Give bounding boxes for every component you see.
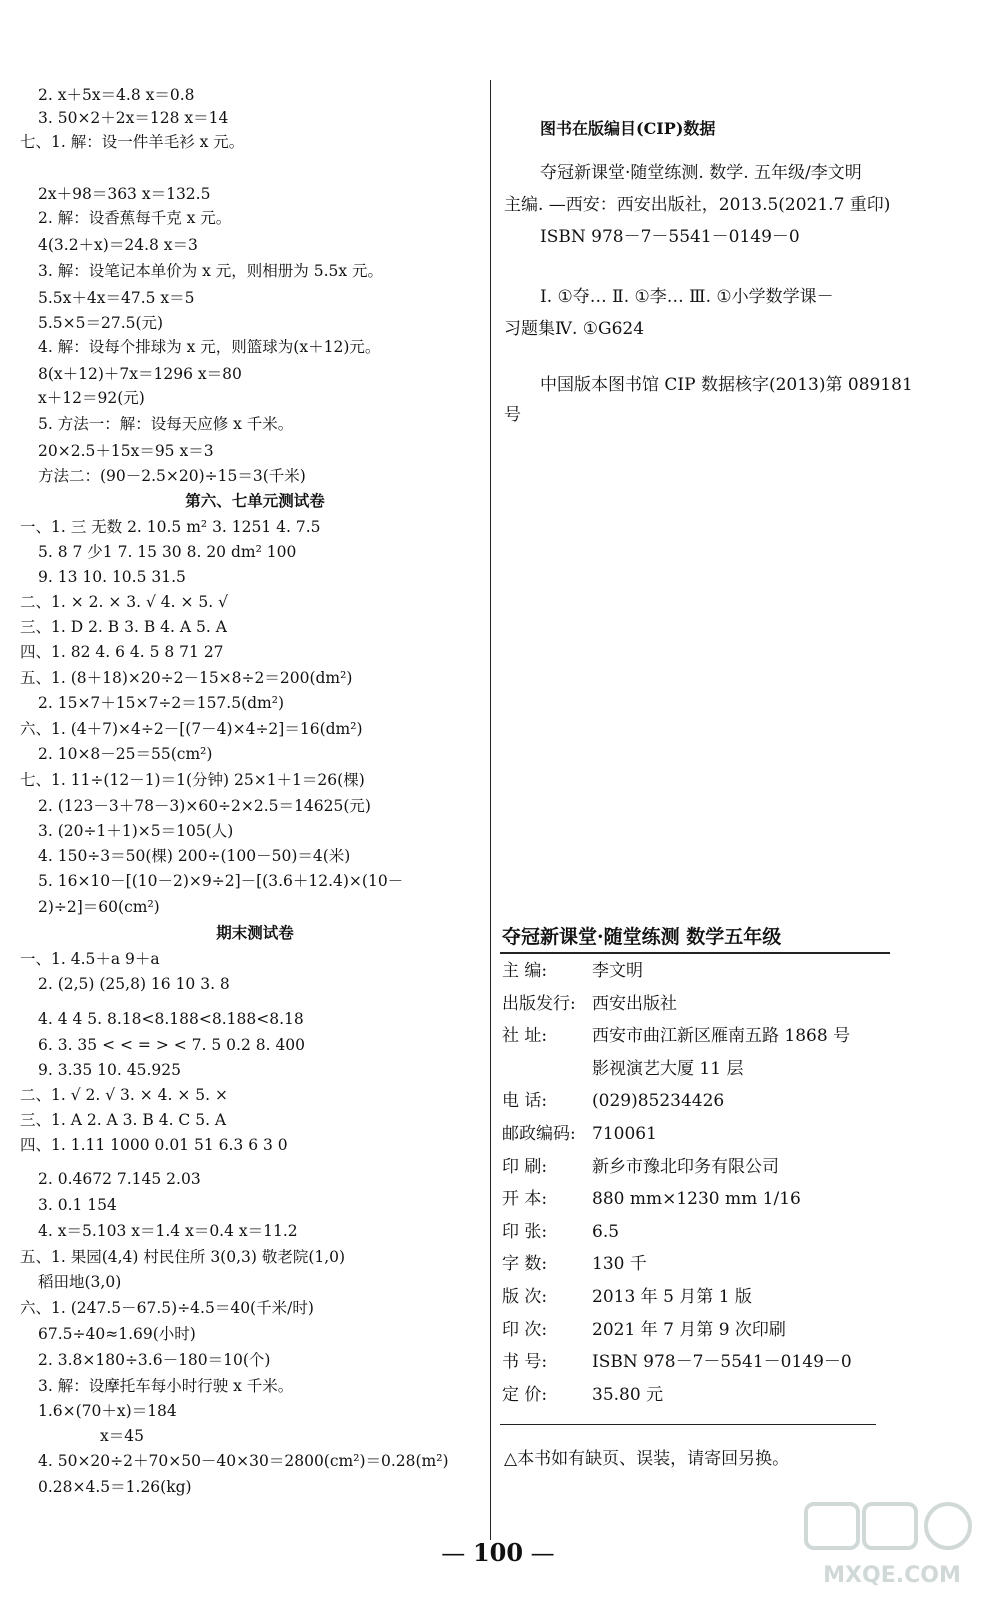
imprint-value: 2013 年 5 月第 1 版: [592, 1287, 752, 1307]
imprint-value: 880 mm×1230 mm 1/16: [592, 1189, 801, 1210]
answer-line: 2. 0.4672 7.145 2.03: [38, 1170, 201, 1188]
answer-line: 4. 4 4 5. 8.18<8.188<8.188<8.18: [38, 1010, 304, 1028]
cip-title: 图书在版编目(CIP)数据: [540, 119, 716, 138]
answer-line: 稻田地(3,0): [38, 1273, 122, 1291]
watermark-text: MXQE.COM: [823, 1563, 961, 1588]
answer-line: 方法二：(90－2.5×20)÷15＝3(千米): [38, 467, 306, 485]
section-heading: 期末测试卷: [216, 923, 294, 942]
cip-line: 中国版本图书馆 CIP 数据核字(2013)第 089181: [540, 375, 913, 395]
answer-line: 1.6×(70＋x)＝184: [38, 1402, 177, 1420]
answer-line: 一、1. 4.5＋a 9＋a: [20, 950, 160, 968]
imprint-key: 电 话:: [502, 1091, 548, 1112]
answer-line: 9. 13 10. 10.5 31.5: [38, 568, 186, 586]
notice-text: △本书如有缺页、误装，请寄回另换。: [504, 1449, 790, 1469]
column-divider: [490, 80, 491, 1540]
cip-line: 号: [504, 405, 521, 425]
cip-line: Ⅰ. ①夺… Ⅱ. ①李… Ⅲ. ①小学数学课－: [540, 287, 834, 307]
answer-line: x＝45: [100, 1427, 144, 1445]
section-heading: 第六、七单元测试卷: [185, 491, 325, 510]
answer-line: 2. 15×7＋15×7÷2＝157.5(dm²): [38, 694, 285, 712]
imprint-value: 710061: [592, 1124, 657, 1144]
answer-line: 5. 16×10－[(10－2)×9÷2]－[(3.6＋12.4)×(10－: [38, 872, 404, 890]
answer-line: 3. 解：设摩托车每小时行驶 x 千米。: [38, 1377, 294, 1395]
imprint-rule: [500, 1424, 876, 1425]
answer-line: 67.5÷40≈1.69(小时): [38, 1325, 196, 1343]
answer-line: 2. x＋5x＝4.8 x＝0.8: [38, 86, 195, 104]
answer-line: 4. x＝5.103 x＝1.4 x＝0.4 x＝11.2: [38, 1222, 298, 1240]
imprint-key: 版 次:: [502, 1287, 548, 1307]
answer-line: x＋12＝92(元): [38, 389, 145, 407]
page-number-value: 100: [472, 1538, 524, 1567]
answer-line: 2. (123－3＋78－3)×60÷2×2.5＝14625(元): [38, 797, 371, 815]
answer-line: 0.28×4.5＝1.26(kg): [38, 1478, 192, 1496]
book-title: 夺冠新课堂·随堂练测 数学五年级: [502, 926, 782, 948]
imprint-value: 影视演艺大厦 11 层: [592, 1058, 744, 1079]
answer-line: 四、1. 1.11 1000 0.01 51 6.3 6 3 0: [20, 1136, 288, 1154]
answer-line: 4. 解：设每个排球为 x 元，则篮球为(x＋12)元。: [38, 338, 381, 356]
answer-line: 2. 3.8×180÷3.6－180＝10(个): [38, 1351, 271, 1369]
imprint-value: ISBN 978－7－5541－0149－0: [592, 1352, 852, 1373]
answer-line: 4(3.2＋x)＝24.8 x＝3: [38, 236, 198, 254]
answer-line: 4. 150÷3＝50(棵) 200÷(100－50)＝4(米): [38, 847, 351, 865]
answer-line: 2. (2,5) (25,8) 16 10 3. 8: [38, 975, 230, 993]
answer-line: 六、1. (247.5－67.5)÷4.5＝40(千米/时): [20, 1299, 314, 1317]
imprint-key: 开 本:: [502, 1189, 548, 1210]
imprint-value: 新乡市豫北印务有限公司: [592, 1156, 779, 1177]
answer-line: 5.5x＋4x＝47.5 x＝5: [38, 289, 195, 307]
imprint-key: 主 编:: [502, 961, 548, 981]
answer-line: 2)÷2]＝60(cm²): [38, 898, 160, 916]
answer-line: 6. 3. 35 < < = > < 7. 5 0.2 8. 400: [38, 1036, 306, 1054]
answer-line: 5.5×5＝27.5(元): [38, 314, 164, 332]
answer-line: 3. 解：设笔记本单价为 x 元，则相册为 5.5x 元。: [38, 262, 384, 280]
title-rule: [500, 952, 890, 954]
answer-line: 七、1. 11÷(12－1)＝1(分钟) 25×1＋1＝26(棵): [20, 771, 365, 789]
imprint-value: 李文明: [592, 961, 643, 981]
answer-line: 2x＋98＝363 x＝132.5: [38, 185, 211, 203]
imprint-value: 2021 年 7 月第 9 次印刷: [592, 1319, 786, 1340]
answer-line: 二、1. × 2. × 3. √ 4. × 5. √: [20, 593, 229, 611]
imprint-key: 印 张:: [502, 1221, 548, 1242]
cip-line: 主编. —西安：西安出版社，2013.5(2021.7 重印): [504, 195, 891, 215]
answer-line: 3. 0.1 154: [38, 1196, 117, 1214]
answer-line: 9. 3.35 10. 45.925: [38, 1061, 181, 1079]
cip-line: ISBN 978－7－5541－0149－0: [540, 227, 800, 247]
imprint-value: 西安出版社: [592, 993, 677, 1014]
answer-line: 五、1. 果园(4,4) 村民住所 3(0,3) 敬老院(1,0): [20, 1248, 346, 1266]
imprint-value: 西安市曲江新区雁南五路 1868 号: [592, 1026, 851, 1047]
answer-line: 五、1. (8＋18)×20÷2－15×8÷2＝200(dm²): [20, 669, 353, 687]
answer-line: 8(x＋12)＋7x＝1296 x＝80: [38, 365, 242, 383]
answer-line: 4. 50×20÷2＋70×50－40×30＝2800(cm²)＝0.28(m²): [38, 1452, 449, 1470]
answer-line: 3. 50×2＋2x＝128 x＝14: [38, 109, 229, 127]
answer-line: 七、1. 解：设一件羊毛衫 x 元。: [20, 133, 245, 151]
imprint-value: 130 千: [592, 1254, 647, 1275]
imprint-key: 字 数:: [502, 1254, 548, 1275]
watermark-logo: [802, 1500, 982, 1590]
imprint-value: 35.80 元: [592, 1384, 664, 1405]
imprint-key: 定 价:: [502, 1384, 548, 1405]
imprint-key: 书 号:: [502, 1352, 548, 1373]
imprint-key: 出版发行:: [502, 993, 576, 1014]
imprint-key: 印 刷:: [502, 1156, 548, 1177]
answer-line: 六、1. (4＋7)×4÷2－[(7－4)×4÷2]＝16(dm²): [20, 720, 363, 738]
answer-line: 3. (20÷1＋1)×5＝105(人): [38, 822, 234, 840]
imprint-key: 邮政编码:: [502, 1124, 576, 1144]
cip-line: 习题集Ⅳ. ①G624: [504, 319, 645, 339]
answer-line: 2. 解：设香蕉每千克 x 元。: [38, 209, 232, 227]
imprint-key: 印 次:: [502, 1319, 548, 1340]
imprint-value: (029)85234426: [592, 1091, 725, 1112]
answer-line: 20×2.5＋15x＝95 x＝3: [38, 442, 214, 460]
answer-line: 2. 10×8－25＝55(cm²): [38, 745, 213, 763]
answer-line: 二、1. √ 2. √ 3. × 4. × 5. ×: [20, 1086, 229, 1104]
answer-line: 一、1. 三 无数 2. 10.5 m² 3. 1251 4. 7.5: [20, 518, 321, 536]
answer-line: 三、1. A 2. A 3. B 4. C 5. A: [20, 1111, 227, 1129]
answer-line: 三、1. D 2. B 3. B 4. A 5. A: [20, 618, 227, 636]
answer-line: 四、1. 82 4. 6 4. 5 8 71 27: [20, 643, 224, 661]
page-number: — 100 —: [441, 1538, 555, 1567]
answer-line: 5. 8 7 少1 7. 15 30 8. 20 dm² 100: [38, 543, 297, 561]
imprint-value: 6.5: [592, 1221, 620, 1242]
cip-line: 夺冠新课堂·随堂练测. 数学. 五年级/李文明: [540, 163, 862, 183]
answer-line: 5. 方法一：解：设每天应修 x 千米。: [38, 415, 294, 433]
imprint-key: 社 址:: [502, 1026, 548, 1047]
